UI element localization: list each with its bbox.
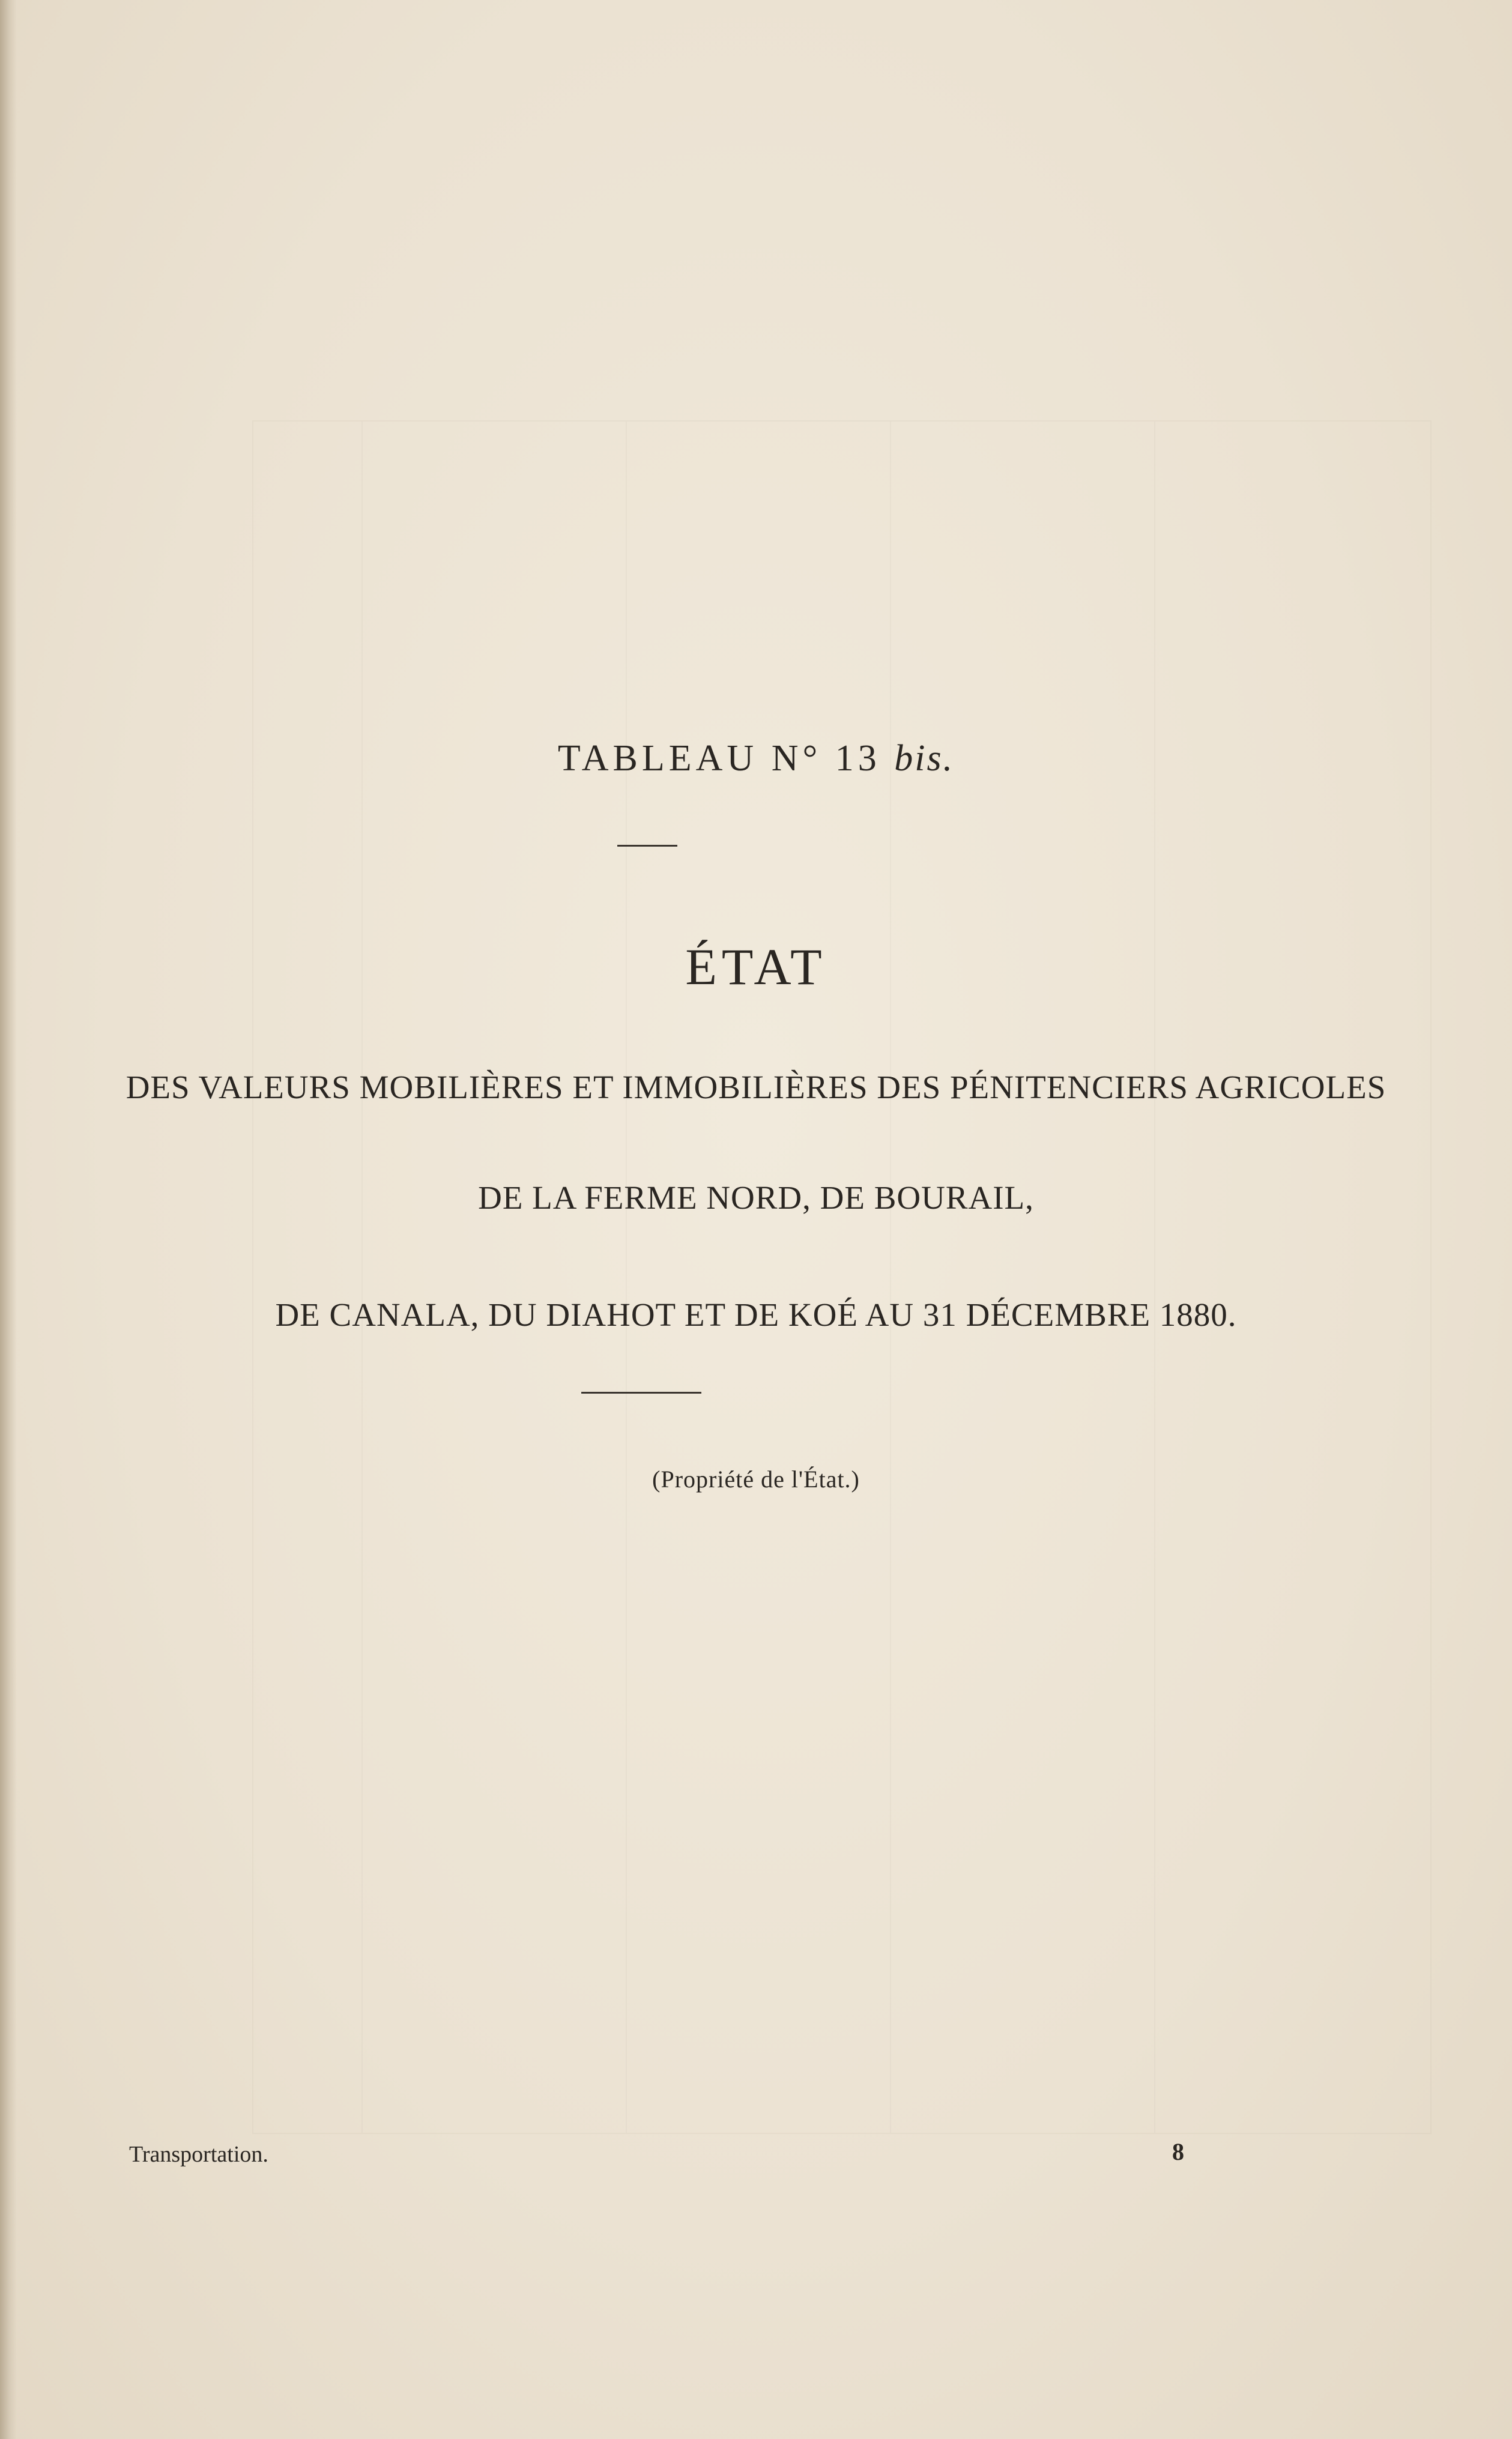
bleed-through-line [1154,422,1155,2133]
short-divider [617,845,677,847]
long-divider [581,1392,701,1394]
table-number-heading [0,737,1512,780]
bleed-through-line [890,422,891,2133]
bleed-through-line [361,422,363,2133]
footer-section-label: Transportation. [129,2142,268,2167]
ownership-note: (Propriété de l'État.) [652,1466,860,1493]
bleed-through-grid [252,420,1432,2134]
table-number: TABLEAU N° 13 [557,738,881,779]
footer-signature-mark: 8 [1172,2138,1184,2165]
binding-edge [0,0,17,2439]
subtitle-line-3: DE CANALA, DU DIAHOT ET DE KOÉ AU 31 DÉCEMBRE 1880. [275,1296,1237,1333]
subtitle-line-2: DE LA FERME NORD, DE BOURAIL, [478,1179,1034,1216]
table-number-suffix: bis. [894,738,955,779]
subtitle-line-1: DES VALEURS MOBILIÈRES ET IMMOBILIÈRES DES PÉNITENCIERS AGRICOLES [125,1069,1387,1105]
document-title: ÉTAT [685,938,827,996]
bleed-through-line [626,422,627,2133]
